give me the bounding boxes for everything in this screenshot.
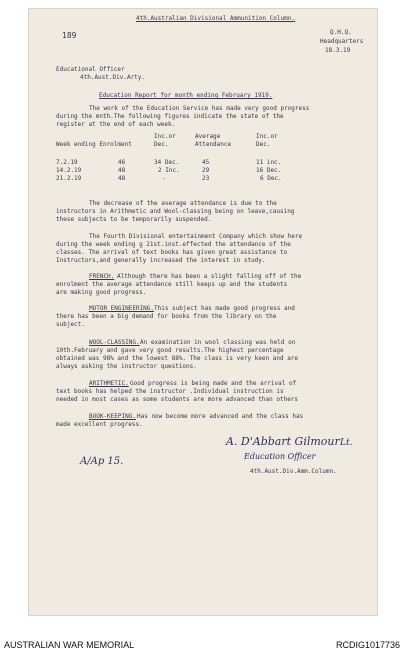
- table-header: Dec.: [154, 141, 169, 148]
- intro-line-3: register at the end of each week.: [56, 121, 176, 128]
- decrease-line-3: these subjects to be temporarily suspended.: [56, 216, 212, 223]
- table-cell: 29: [202, 167, 210, 174]
- hq-code: Q.H.Q.: [330, 29, 352, 36]
- footer-credit: AUSTRALIAN WAR MEMORIAL: [4, 640, 135, 650]
- unit-heading: 4th.Australian Divisional Ammunition Column.: [136, 15, 295, 22]
- table-cell: 48: [118, 175, 126, 182]
- table-cell: 7.2.19: [56, 159, 78, 166]
- arithmetic-line-1: Good progress is being made and the arrival of: [130, 380, 297, 387]
- table-header: Week ending Enrolment: [56, 141, 132, 148]
- report-title: Education Report for month ending February 1919.: [99, 92, 273, 99]
- motor-label: MOTOR ENGINEERING.: [89, 305, 155, 312]
- table-cell: -: [162, 175, 166, 182]
- french-line-2: enrolment the average attendance still keeps up and the students: [56, 281, 288, 288]
- handwritten-annotation: A/Ap 15.: [80, 456, 124, 467]
- motor-line-1: This subject has made good progress and: [154, 305, 295, 312]
- fourth-line-2: during the week ending g 21st.inst.effected the attendance of the: [56, 241, 291, 248]
- table-header: Dec.: [256, 141, 271, 148]
- intro-line-1: The work of the Education Service has made very good progress: [89, 105, 310, 112]
- fourth-line-1: The Fourth Divisional entertainment Company which show here: [89, 233, 303, 240]
- decrease-line-1: The decrease of the average attendance is due to the: [89, 200, 277, 207]
- hq-label: Headquarters: [320, 38, 364, 45]
- table-cell: 21.2.19: [56, 175, 82, 182]
- french-line-3: are making good progress.: [56, 289, 147, 296]
- fourth-line-4: Instructors,and generally increased the interest in study.: [56, 257, 266, 264]
- table-cell: 2 Inc.: [158, 167, 180, 174]
- document-date: 18.3.19: [325, 47, 351, 54]
- table-cell: 11 inc.: [256, 159, 282, 166]
- fourth-line-3: classes. The arrival of text books has given great assistance to: [56, 249, 288, 256]
- footer-record-id: RCDIG1017736: [335, 640, 400, 650]
- arithmetic-label: ARITHMETIC.: [89, 380, 129, 387]
- table-cell: 45: [202, 159, 210, 166]
- table-header: Inc.or: [256, 133, 278, 140]
- table-header: Attendance: [195, 141, 232, 148]
- table-cell: 48: [118, 167, 126, 174]
- arithmetic-line-3: needed in most cases as some students are more advanced than others: [56, 396, 299, 403]
- signature: A. D'Abbart Gilmour: [226, 435, 340, 448]
- wool-line-2: 10th.February and gave very good results.The highest percentage: [56, 347, 284, 354]
- motor-line-2: there has been a big demand for books from the library on the: [56, 313, 277, 320]
- table-cell: 14.2.19: [56, 167, 82, 174]
- decrease-line-2: instructors in Arithmetic and Wool-classing being on leave,causing: [56, 208, 295, 215]
- table-cell: 34 Dec.: [154, 159, 180, 166]
- table-cell: 46: [118, 159, 126, 166]
- bookkeeping-line-1: Has now become more advanced and the class has: [137, 413, 304, 420]
- file-number: 189: [62, 31, 77, 40]
- bookkeeping-label: BOOK-KEEPING.: [89, 413, 136, 420]
- table-header: Average: [195, 133, 221, 140]
- motor-line-3: subject.: [56, 321, 85, 328]
- table-header: Inc.or: [154, 133, 176, 140]
- intro-line-2: during the mnth.The following figures indicate the state of the: [56, 113, 284, 120]
- document-page: [28, 8, 378, 616]
- wool-line-3: obtained was 98% and the lowest 88%. The class is very keen and are: [56, 355, 299, 362]
- signature-unit: 4th.Aust.Div.Amm.Column.: [250, 468, 337, 475]
- addressee-line-2: 4th.Aust.Div.Arty.: [80, 74, 146, 81]
- signature-rank: Lt.: [340, 438, 353, 448]
- wool-line-1: An examination in wool classing was held on: [140, 339, 296, 346]
- table-cell: 16 Dec.: [256, 167, 282, 174]
- bookkeeping-line-2: made excellent progress.: [56, 421, 143, 428]
- wool-line-4: always asking the instructor questions.: [56, 363, 197, 370]
- arithmetic-line-2: text books has helped the instructor .Individual instruction is: [56, 388, 284, 395]
- table-cell: 6 Dec.: [260, 175, 282, 182]
- wool-label: WOOL-CLASSING.: [89, 339, 140, 346]
- table-cell: 23: [202, 175, 210, 182]
- french-label: FRENCH.: [89, 273, 115, 280]
- french-line-1: Although there has been a slight falling off of the: [117, 273, 302, 280]
- signature-role: Education Officer: [244, 452, 316, 461]
- addressee-line-1: Educational Officer: [56, 66, 125, 73]
